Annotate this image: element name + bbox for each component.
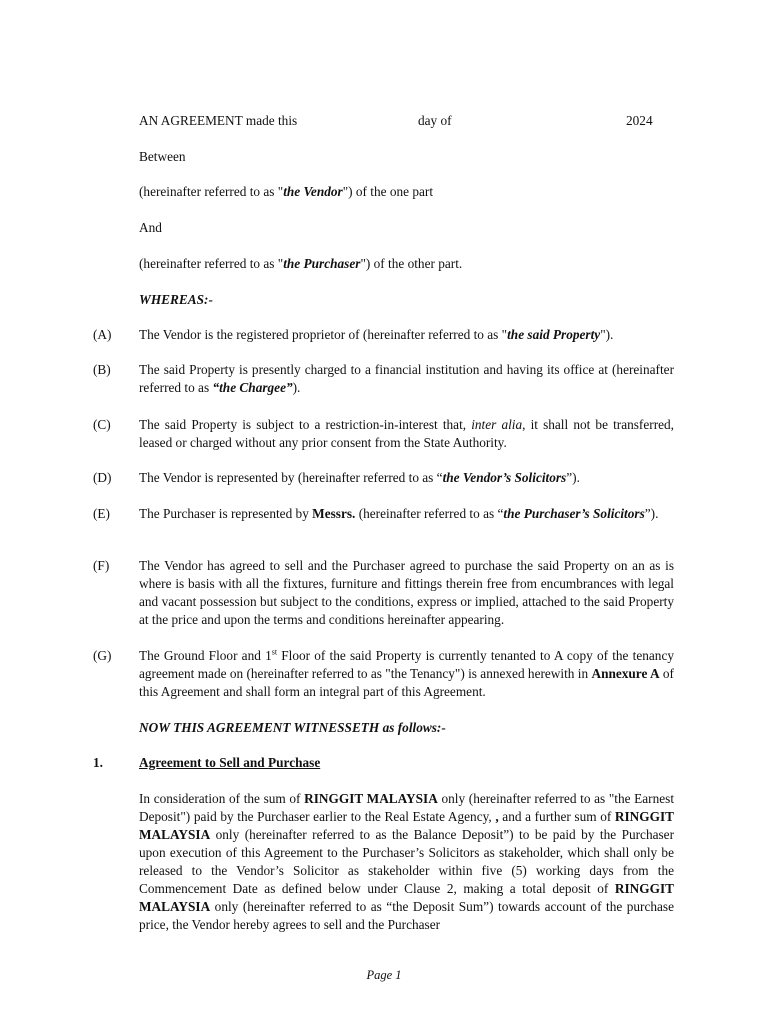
chargee-term: “the Chargee” — [212, 380, 293, 395]
recital-b-text — [139, 361, 674, 397]
recital-b-pre: The said Property is presently charged to a financial institution and having its office at (hereinafter referred to as — [139, 362, 674, 395]
clause-1-number: 1. — [93, 755, 103, 770]
and-text: And — [139, 220, 162, 235]
recital-e-label: (E) — [93, 506, 110, 521]
said-property-term: the said Property — [507, 327, 601, 342]
recital-a-label: (A) — [93, 327, 112, 342]
comma-bold: , — [495, 809, 499, 824]
recital-c-text — [139, 416, 674, 452]
between-text: Between — [139, 149, 186, 164]
recital-d-label: (D) — [93, 470, 112, 485]
agreement-date-line — [139, 112, 659, 130]
vendor-solicitors-term: the Vendor’s Solicitors — [442, 470, 567, 485]
clause-1-t5: only (hereinafter referred to as “the Deposit Sum”) towards account of the purchase price, the Vendor hereby agrees to sell and the Purchaser — [139, 899, 674, 932]
recital-f-label: (F) — [93, 558, 110, 573]
witnesseth-heading: NOW THIS AGREEMENT WITNESSETH as follows:- — [139, 720, 446, 735]
recital-g-mid: Floor of the said Property is currently tenanted to A copy of the tenancy agreement made on (hereinafter referred to as "the Tenancy") is annexed herewith in — [139, 648, 674, 681]
recital-b-post: ). — [292, 380, 301, 395]
day-of-text: day of — [418, 113, 452, 128]
recital-d-post: ”). — [566, 470, 580, 485]
recital-d-pre: The Vendor is represented by (hereinafter referred to as “ — [139, 470, 443, 485]
vendor-term: the Vendor — [283, 184, 343, 199]
clause-1-text — [139, 790, 674, 934]
clause-1-heading: Agreement to Sell and Purchase — [139, 755, 321, 770]
recital-g-text — [139, 647, 674, 701]
recital-a-post: "). — [600, 327, 614, 342]
recital-e-mid: (hereinafter referred to as “ — [355, 506, 504, 521]
recital-f-text: The Vendor has agreed to sell and the Purchaser agreed to purchase the said Property on an as is where is basis with all the fixtures, furniture and fittings therein free from encumbrances with legal and vacant possession but subject to the conditions, express or implied, attached to the said Property at the price and upon the terms and conditions hereinafter appearing. — [139, 558, 674, 627]
recital-a-pre: The Vendor is the registered proprietor of (hereinafter referred to as " — [139, 327, 508, 342]
purchaser-term: the Purchaser — [283, 256, 361, 271]
ringgit-malaysia-2: RINGGIT MALAYSIA — [139, 809, 674, 842]
annexure-a-text: Annexure A — [591, 666, 660, 681]
recital-c-label: (C) — [93, 417, 111, 432]
recital-a-text — [139, 326, 674, 344]
ringgit-malaysia-1: RINGGIT MALAYSIA — [304, 791, 438, 806]
recital-c-pre: The said Property is subject to a restriction-in-interest that, — [139, 417, 472, 432]
recital-d-text — [139, 469, 674, 487]
clause-1-t4: only (hereinafter referred to as the Balance Deposit”) to be paid by the Purchaser upon execution of this Agreement to the Purchaser’s Solicitors as stakeholder, which shall only be released to the Vendor’s Solicitor as stakeholder within five (5) working days from the Commencement Date as defined below under Clause 2, making a total deposit of — [139, 827, 674, 896]
vendor-definition — [139, 183, 433, 201]
recital-c-post: , it shall not be transferred, leased or charged without any prior consent from the State Authority. — [139, 417, 674, 450]
messrs-text: Messrs. — [312, 506, 356, 521]
agreement-prefix: AN AGREEMENT made this — [139, 113, 298, 128]
recital-b-label: (B) — [93, 362, 111, 377]
recital-g-label: (G) — [93, 648, 112, 663]
purchaser-def-post: ") of the other part. — [360, 256, 463, 271]
first-superscript: st — [271, 647, 278, 657]
clause-1-t1: In consideration of the sum of — [139, 791, 305, 806]
purchaser-solicitors-term: the Purchaser’s Solicitors — [503, 506, 645, 521]
recital-g-post: of this Agreement and shall form an integral part of this Agreement. — [139, 666, 674, 699]
inter-alia-text: inter alia — [471, 417, 523, 432]
recital-e-text — [139, 505, 674, 523]
vendor-def-post: ") of the one part — [342, 184, 434, 199]
recital-e-post: ”). — [644, 506, 659, 521]
whereas-heading: WHEREAS:- — [139, 292, 213, 307]
clause-1-t2: only (hereinafter referred to as "the Earnest Deposit") paid by the Purchaser earlier to the Real Estate Agency, — [139, 791, 675, 824]
recital-e-pre: The Purchaser is represented by — [139, 506, 313, 521]
agreement-year: 2024 — [626, 113, 653, 128]
purchaser-def-pre: (hereinafter referred to as " — [139, 256, 284, 271]
clause-1-t3: and a further sum of — [498, 809, 615, 824]
recital-g-pre: The Ground Floor and 1 — [139, 648, 272, 663]
vendor-def-pre: (hereinafter referred to as " — [139, 184, 284, 199]
page-number-footer: Page 1 — [366, 968, 402, 982]
ringgit-malaysia-3: RINGGIT MALAYSIA — [139, 881, 674, 914]
purchaser-definition — [139, 255, 462, 273]
